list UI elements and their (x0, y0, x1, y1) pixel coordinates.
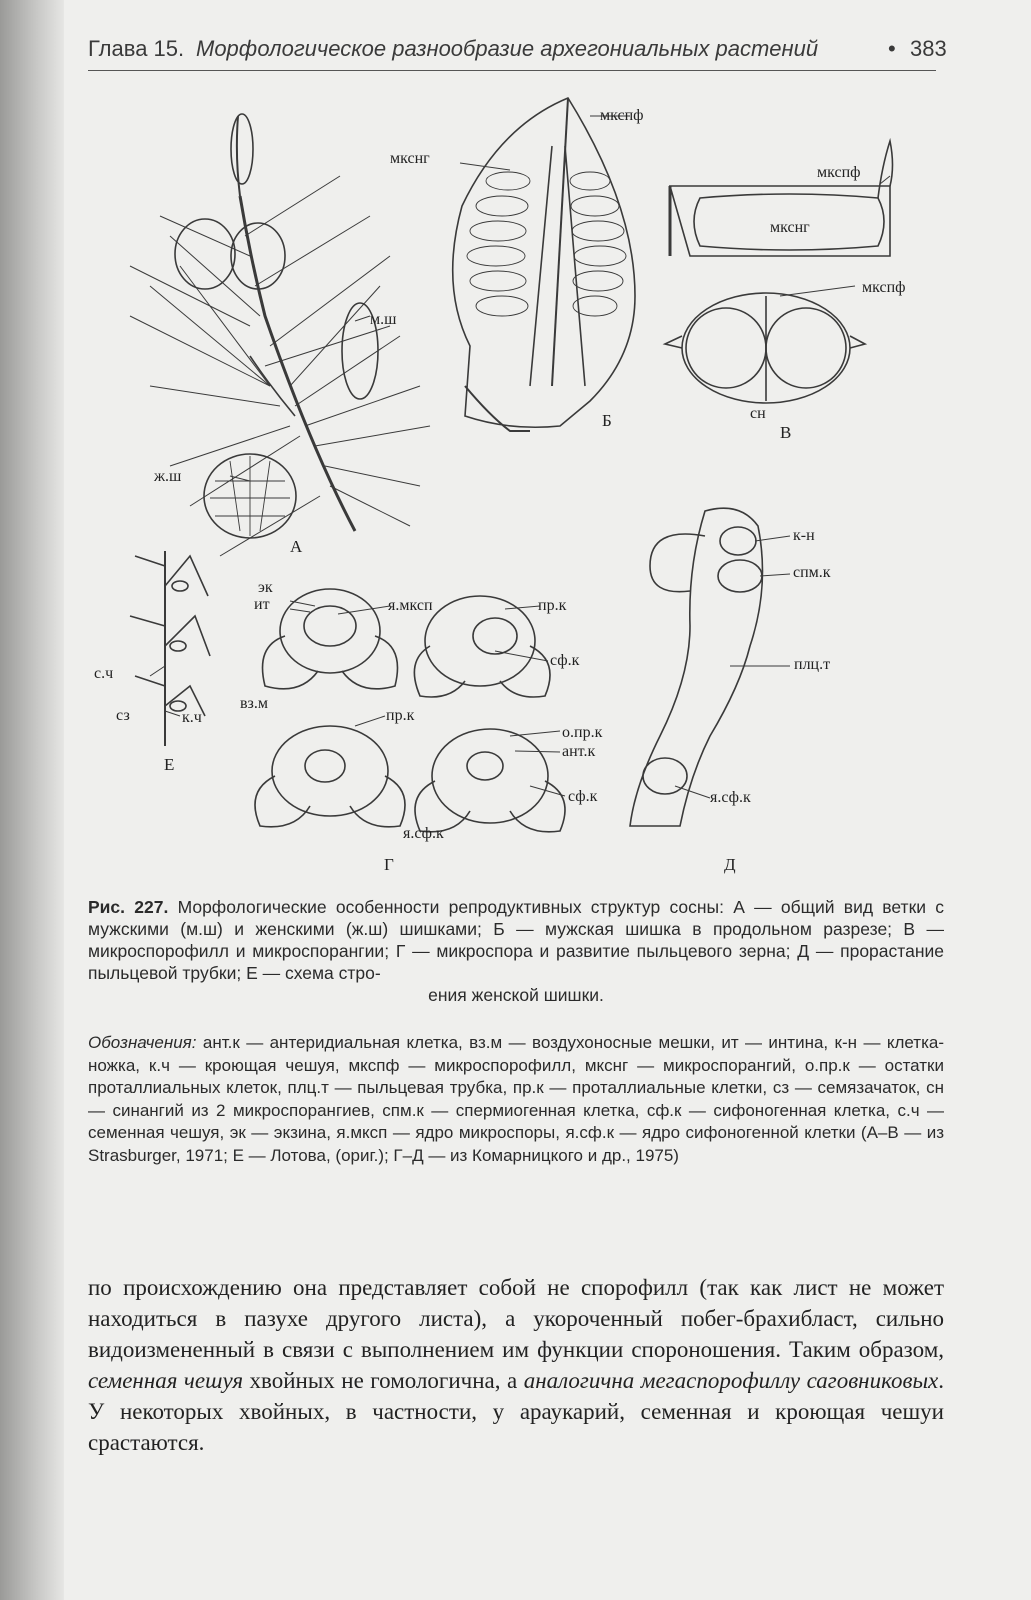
body-paragraph (88, 1272, 944, 1458)
panel-label-v: В (780, 423, 792, 442)
pine-branch-drawing (130, 114, 430, 556)
label-k-ch: к.ч (182, 709, 202, 726)
body-emphasis-2: аналогична мегаспорофиллу саговниковых (523, 1368, 939, 1393)
body-emphasis-1: семенная чешуя (88, 1368, 244, 1393)
label-it: ит (254, 596, 270, 613)
label-mksng-b: мкснг (390, 150, 430, 167)
male-cone-section-drawing (453, 98, 635, 431)
label-o-pr-k: о.пр.к (562, 724, 603, 741)
label-k-n: к-н (793, 527, 815, 544)
figure-227 (90, 86, 950, 886)
label-msh: м.ш (370, 311, 397, 328)
header-bullet: • (888, 36, 896, 61)
panel-label-e: Е (164, 755, 175, 774)
page-number: 383 (910, 36, 947, 61)
label-ya-sf-k2: я.сф.к (710, 789, 751, 806)
caption-text: Морфологические особенности репродуктивных структур сосны: А — общий вид ветки с мужскими (м.ш) и женскими (ж.ш) шишками; Б — мужская шишка в продольном разрезе; В — микроспорофилл и микроспорангии; Г — микроспора и развитие пыльцевого зерна; Д — прорастание пыльцевой трубки; Е — схема стро- (88, 897, 944, 983)
body-text-3: . У некоторых хвойных, в частности, у араукарий, семенная и кроющая чешуи срастаются. (88, 1368, 944, 1455)
label-spm-k: спм.к (793, 564, 831, 581)
page-gutter-shadow (0, 0, 64, 1600)
body-text-2: хвойных не гомологична, а (243, 1368, 524, 1393)
legend-text: ант.к — антеридиальная клетка, вз.м — воздухоносные мешки, ит — интина, к-н — клетка-ножка, к.ч — кроющая чешуя, мкспф — микроспорофилл, мкснг — микроспорангий, о.пр.к — остатки проталлиальных клеток, плц.т — пыльцевая трубка, пр.к — проталлиальные клетки, сз — семязачаток, сн — синангий из 2 микроспорангиев, спм.к — спермиогенная клетка, сф.к — сифоногенная клетка, с.ч — семенная чешуя, эк — экзина, я.мксп — ядро микроспоры, я.сф.к — ядро сифоногенной клетки (А–В — из Strasburger, 1971; Е — Лотова, (ориг.); Г–Д — из Комарницкого и др., 1975) (88, 1033, 944, 1165)
label-ant-k: ант.к (562, 743, 596, 760)
label-mksng-v: мкснг (770, 219, 810, 236)
chapter-title: Морфологическое разнообразие архегониальных растений (196, 36, 819, 61)
running-header (88, 30, 947, 71)
label-pr-k1: пр.к (538, 597, 567, 614)
label-ya-sf-k1: я.сф.к (403, 825, 444, 842)
label-vz-m: вз.м (240, 695, 268, 712)
figure-number: Рис. 227. (88, 897, 169, 917)
label-plts-t: плц.т (794, 656, 831, 673)
label-sn: сн (750, 405, 766, 422)
figure-drawing (90, 86, 950, 886)
panel-label-g: Г (384, 855, 394, 874)
label-sf-k2: сф.к (568, 788, 598, 805)
label-ya-mksp: я.мксп (388, 597, 433, 614)
body-text-1: по происхождению она представляет собой не спорофилл (так как лист не может находиться в пазухе другого листа), а укороченный побег-брахибласт, сильно видоизмененный в связи с выполнением им функции спороношения. Таким образом, (88, 1275, 944, 1362)
label-ek: эк (258, 579, 273, 596)
panel-label-b: Б (602, 411, 612, 430)
figure-caption (88, 896, 944, 1006)
label-mkspf-v1: мкспф (817, 164, 861, 181)
chapter-label: Глава 15. (88, 36, 185, 61)
legend-label: Обозначения: (88, 1033, 197, 1052)
label-pr-k2: пр.к (386, 707, 415, 724)
label-s-ch: с.ч (94, 665, 114, 682)
pollen-tube-drawing (630, 508, 763, 826)
label-sf-k1: сф.к (550, 652, 580, 669)
panel-label-d: Д (724, 855, 736, 874)
label-sz: сз (116, 707, 130, 724)
label-mkspf-v2: мкспф (862, 279, 906, 296)
label-zhsh: ж.ш (154, 468, 182, 485)
label-mkspf-b: мкспф (600, 107, 644, 124)
panel-label-a: А (290, 537, 303, 556)
caption-last-line: ения женской шишки. (428, 985, 604, 1005)
figure-legend (88, 1032, 944, 1167)
